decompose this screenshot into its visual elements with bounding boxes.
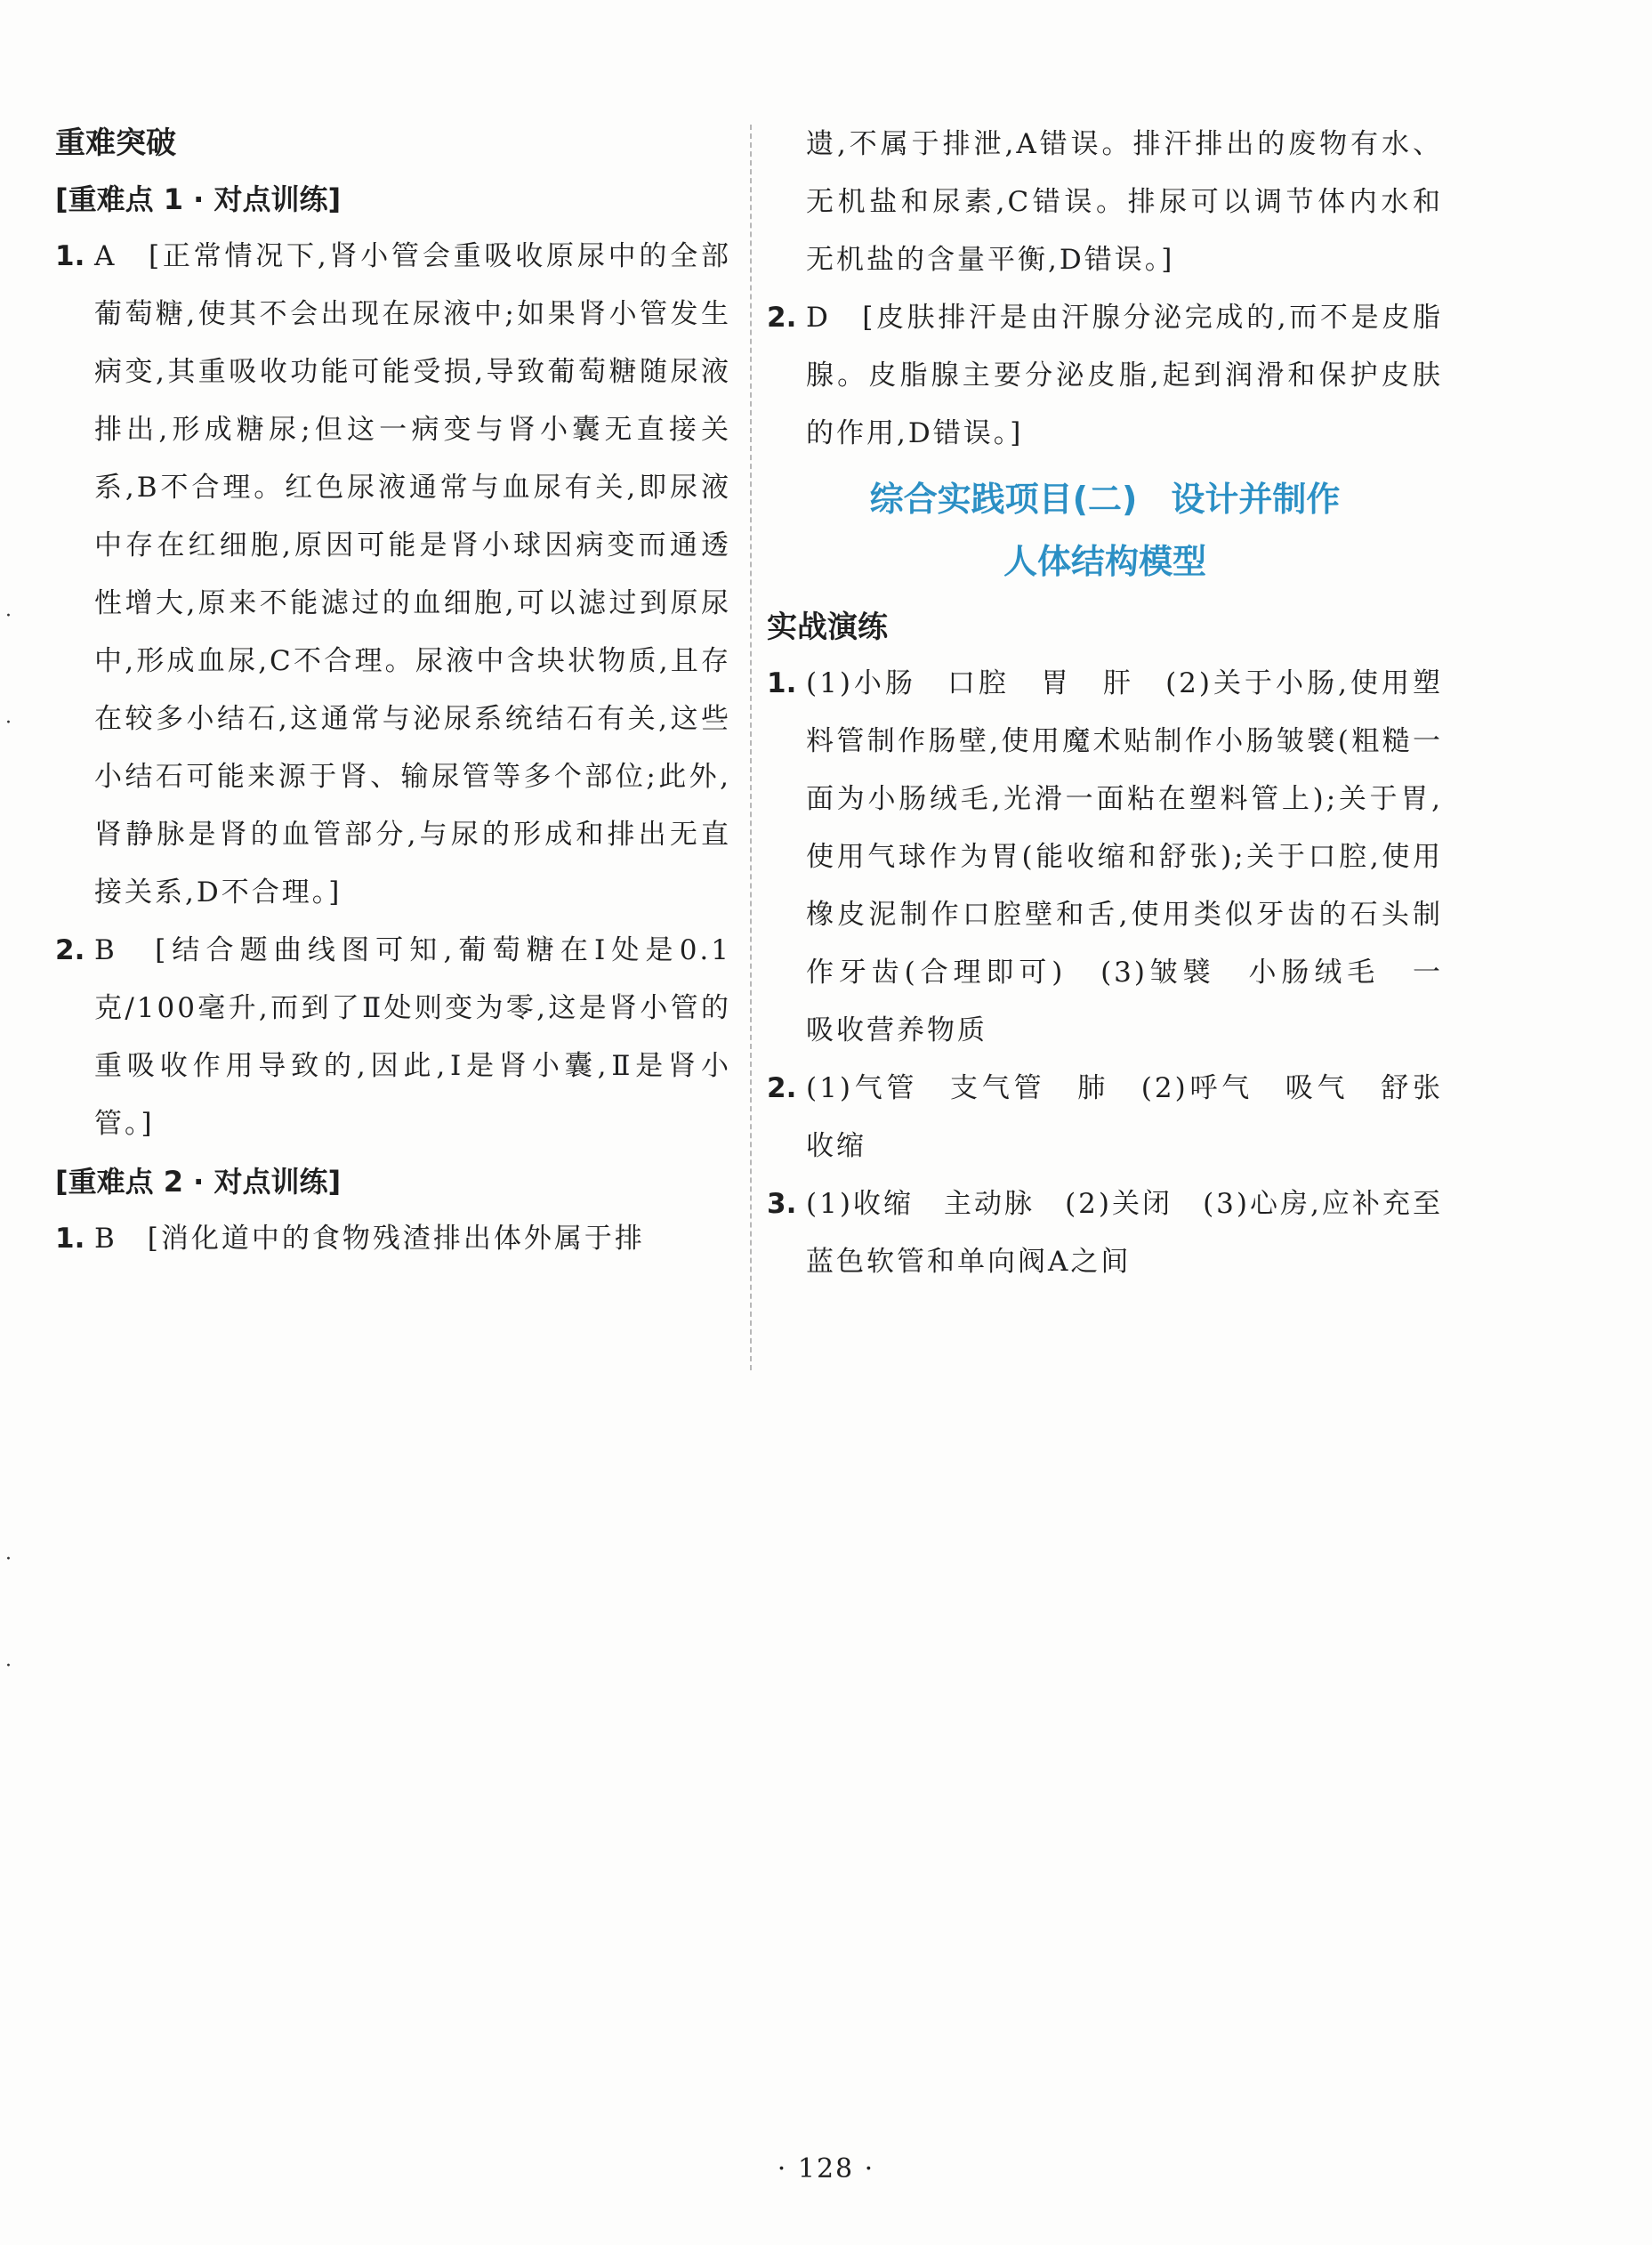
answer-item <box>767 289 1443 463</box>
answer-item <box>55 1210 731 1268</box>
answer-item <box>55 922 731 1153</box>
margin-mark: · <box>5 1655 12 1677</box>
item-text: 遗,不属于排泄,A错误。排汗排出的废物有水、无机盐和尿素,C错误。排尿可以调节体内水和无机盐的含量平衡,D错误。] <box>806 128 1443 276</box>
item-text: (1)气管 支气管 肺 (2)呼气 吸气 舒张 收缩 <box>806 1072 1473 1162</box>
item-text: A [正常情况下,肾小管会重吸收原尿中的全部葡萄糖,使其不会出现在尿液中;如果肾小管发生病变,其重吸收功能可能受损,导致葡萄糖随尿液排出,形成糖尿;但这一病变与肾小囊无直接关系,B不合理。红色尿液通常与血尿有关,即尿液中存在红细胞,原因可能是肾小球因病变而通透性增大,原来不能滤过的血细胞,可以滤过到原尿中,形成血尿,C不合理。尿液中含块状物质,且存在较多小结石,这通常与泌尿系统结石有关,这些小结石可能来源于肾、输尿管等多个部位;此外,肾静脉是肾的血管部分,与尿的形成和排出无直接关系,D不合理。] <box>94 240 731 908</box>
item-number: 2. <box>767 1072 797 1104</box>
section-heading: 重难突破 <box>55 125 176 161</box>
answer-item <box>55 228 731 922</box>
right-column <box>767 116 1473 1291</box>
subsection-heading: [重难点 2 · 对点训练] <box>55 1165 342 1199</box>
item-text: B [消化道中的食物残渣排出体外属于排 <box>94 1223 645 1255</box>
section-heading: 实战演练 <box>767 610 888 645</box>
item-number: 3. <box>767 1188 797 1220</box>
margin-mark: · <box>5 605 12 627</box>
page-number: · 128 · <box>777 2153 875 2184</box>
answer-item <box>767 1060 1473 1175</box>
item-text: (1)小肠 口腔 胃 肝 (2)关于小肠,使用塑料管制作肠壁,使用魔术贴制作小肠皱襞(粗糙一面为小肠绒毛,光滑一面粘在塑料管上);关于胃,使用气球作为胃(能收缩和舒张);关于口腔,使用橡皮泥制作口腔壁和舌,使用类似牙齿的石头制作牙齿(合理即可) (3)皱襞 小肠绒毛 一 吸收营养物质 <box>806 667 1473 1046</box>
left-column <box>55 116 731 1268</box>
item-text: B [结合题曲线图可知,葡萄糖在Ⅰ处是0.1克/100毫升,而到了Ⅱ处则变为零,这是肾小管的重吸收作用导致的,因此,Ⅰ是肾小囊,Ⅱ是肾小管。] <box>94 934 731 1140</box>
margin-mark: · <box>5 1548 12 1571</box>
answer-item <box>767 1175 1443 1291</box>
project-title-line-1: 综合实践项目(二) 设计并制作 <box>869 480 1341 519</box>
item-number: 1. <box>55 1223 85 1255</box>
item-number: 1. <box>767 667 797 699</box>
item-number: 2. <box>55 934 85 966</box>
item-text: (1)收缩 主动脉 (2)关闭 (3)心房,应补充至蓝色软管和单向阀A之间 <box>806 1188 1443 1278</box>
item-text: D [皮肤排汗是由汗腺分泌完成的,而不是皮脂腺。皮脂腺主要分泌皮脂,起到润滑和保护皮肤的作用,D错误。] <box>806 302 1443 449</box>
project-title-line-2: 人体结构模型 <box>1003 542 1206 581</box>
column-divider <box>750 125 752 1370</box>
answer-item <box>767 655 1473 1060</box>
project-title <box>767 468 1443 593</box>
item-number: 1. <box>55 240 85 272</box>
item-number: 2. <box>767 302 797 334</box>
answer-item-continued <box>767 116 1443 289</box>
margin-mark: · <box>5 712 12 734</box>
subsection-heading: [重难点 1 · 对点训练] <box>55 182 342 216</box>
